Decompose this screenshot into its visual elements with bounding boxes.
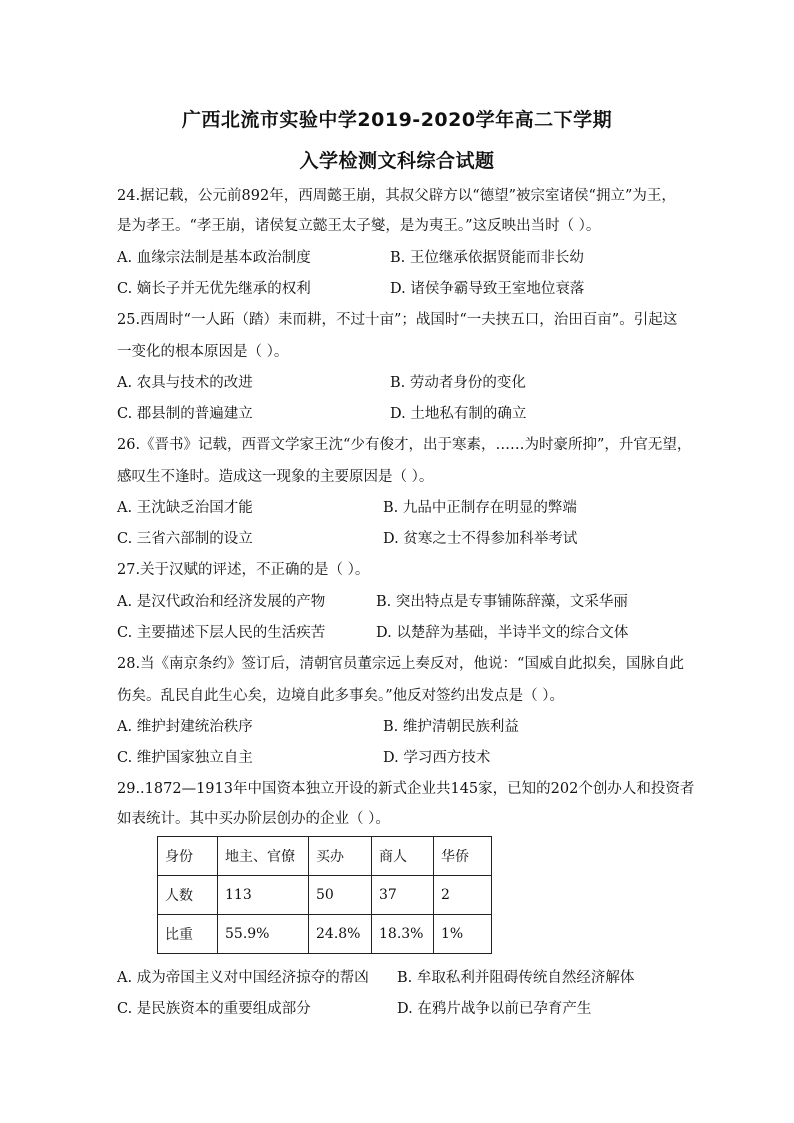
question-29-option-c: C. 是民族资本的重要组成部分 xyxy=(117,1001,311,1017)
question-26-option-b: B. 九品中正制存在明显的弊端 xyxy=(383,500,577,516)
table-cell: 55.9% xyxy=(218,915,309,954)
question-28-option-a: A. 维护封建统治秩序 xyxy=(117,719,253,735)
question-27-option-b: B. 突出特点是专事铺陈辞藻，文采华丽 xyxy=(376,594,628,610)
question-26-option-c: C. 三省六部制的设立 xyxy=(117,531,253,547)
question-24-option-c: C. 嫡长子并无优先继承的权利 xyxy=(117,281,311,297)
question-24-option-b: B. 王位继承依据贤能而非长幼 xyxy=(390,250,584,266)
table-cell: 37 xyxy=(372,876,434,915)
question-24-option-a: A. 血缘宗法制是基本政治制度 xyxy=(117,250,311,266)
page-subtitle: 入学检测文科综合试题 xyxy=(299,150,495,172)
question-28-option-b: B. 维护清朝民族利益 xyxy=(383,719,519,735)
table-cell: 113 xyxy=(218,876,309,915)
table-cell: 地主、官僚 xyxy=(218,837,309,876)
question-28-stem-line2: 伤矣。乱民自此生心矣，边境自此多事矣。”他反对签约出发点是（ ）。 xyxy=(117,688,565,704)
investor-statistics-table xyxy=(157,836,492,954)
question-29-option-d: D. 在鸦片战争以前已孕育产生 xyxy=(397,1001,592,1017)
question-27-option-c: C. 主要描述下层人民的生活疾苦 xyxy=(117,625,326,641)
question-29-option-b: B. 牟取私利并阻碍传统自然经济解体 xyxy=(397,970,635,986)
question-26-option-d: D. 贫寒之士不得参加科举考试 xyxy=(383,531,578,547)
table-row xyxy=(158,837,492,876)
table-cell: 2 xyxy=(434,876,492,915)
question-25-option-d: D. 土地私有制的确立 xyxy=(390,406,527,422)
table-cell: 商人 xyxy=(372,837,434,876)
question-27-option-d: D. 以楚辞为基础，半诗半文的综合文体 xyxy=(376,625,629,641)
table-cell: 华侨 xyxy=(434,837,492,876)
table-cell: 50 xyxy=(309,876,372,915)
table-row xyxy=(158,915,492,954)
question-25-option-c: C. 郡县制的普遍建立 xyxy=(117,406,253,422)
question-24-stem-line1: 24.据记载，公元前892年，西周懿王崩，其叔父辟方以“德望”被宗室诸侯“拥立”为王， xyxy=(117,188,676,204)
question-28-stem-line1: 28.当《南京条约》签订后，清朝官员董宗远上奏反对，他说：“国威自此拟矣，国脉自此 xyxy=(117,656,684,672)
question-25-option-b: B. 劳动者身份的变化 xyxy=(390,375,526,391)
question-25-stem-line1: 25.西周时“一人跖（踏）耒而耕，不过十亩”；战国时“一夫挟五口，治田百亩”。引起这 xyxy=(117,312,678,328)
table-cell: 1% xyxy=(434,915,492,954)
question-25-stem-line2: 一变化的根本原因是（ ）。 xyxy=(117,344,289,360)
question-24-stem-line2: 是为孝王。“孝王崩，诸侯复立懿王太子燮，是为夷王。”这反映出当时（ ）。 xyxy=(117,218,601,234)
page-title: 广西北流市实验中学2019-2020学年高二下学期 xyxy=(181,109,613,131)
question-28-option-d: D. 学习西方技术 xyxy=(383,750,491,766)
question-29-stem-line2: 如表统计。其中买办阶层创办的企业（ ）。 xyxy=(117,811,390,827)
question-26-stem-line2: 感叹生不逢时。造成这一现象的主要原因是（ ）。 xyxy=(117,469,434,485)
question-25-option-a: A. 农具与技术的改进 xyxy=(117,375,253,391)
question-29-stem-line1: 29..1872—1913年中国资本独立开设的新式企业共145家，已知的202个创办人和投资者 xyxy=(117,781,695,797)
table-cell: 身份 xyxy=(158,837,218,876)
table-cell: 比重 xyxy=(158,915,218,954)
table-row xyxy=(158,876,492,915)
question-27-option-a: A. 是汉代政治和经济发展的产物 xyxy=(117,594,326,610)
question-24-option-d: D. 诸侯争霸导致王室地位衰落 xyxy=(390,281,585,297)
table-cell: 24.8% xyxy=(309,915,372,954)
question-28-option-c: C. 维护国家独立自主 xyxy=(117,750,253,766)
question-27-stem: 27.关于汉赋的评述，不正确的是（ ）。 xyxy=(117,562,370,578)
table-cell: 人数 xyxy=(158,876,218,915)
table-cell: 买办 xyxy=(309,837,372,876)
question-26-option-a: A. 王沈缺乏治国才能 xyxy=(117,500,253,516)
question-29-option-a: A. 成为帝国主义对中国经济掠夺的帮凶 xyxy=(117,970,369,986)
table-cell: 18.3% xyxy=(372,915,434,954)
question-26-stem-line1: 26.《晋书》记载，西晋文学家王沈“少有俊才，出于寒素，……为时豪所抑”，升官无望， xyxy=(117,437,692,453)
